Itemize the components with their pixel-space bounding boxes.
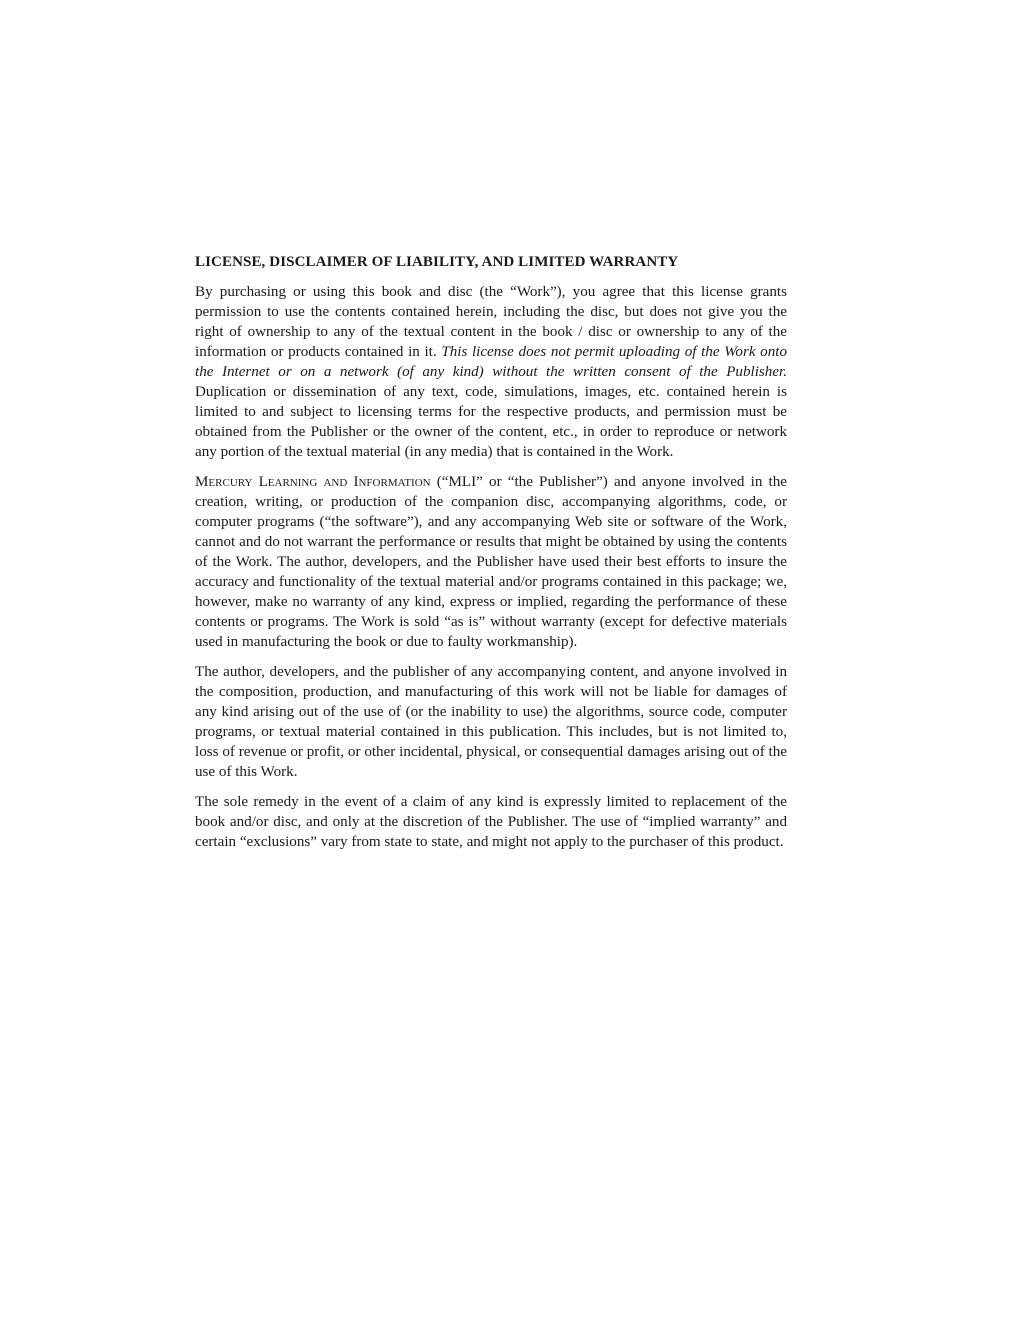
license-page	[195, 252, 787, 862]
disclaimer-text: (“MLI” or “the Publisher”) and anyone involved in the creation, writing, or production of the companion disc, accompanying algorithms, code, or computer programs (“the software”), and any accompanying Web site or software of the Work, cannot and do not warrant the performance or results that might be obtained by using the contents of the Work. The author, developers, and the Publisher have used their best efforts to insure the accuracy and functionality of the textual material and/or programs contained in this package; we, however, make no warranty of any kind, express or implied, regarding the performance of these contents or programs. The Work is sold “as is” without warranty (except for defective materials used in manufacturing the book or due to faulty workmanship).	[195, 474, 787, 650]
license-grant-italic: This license does not permit uploading of the Work onto the Internet or on a network (of any kind) without the written consent of the Publisher.	[195, 344, 787, 380]
publisher-name: Mercury Learning and Information	[195, 474, 431, 490]
license-grant-text-b: Duplication or dissemination of any text, code, simulations, images, etc. contained herein is limited to and subject to licensing terms for the respective products, and permission must be obtained from the Publisher or the owner of the content, etc., in order to reproduce or network any portion of the textual material (in any media) that is contained in the Work.	[195, 384, 787, 460]
paragraph-remedy: The sole remedy in the event of a claim of any kind is expressly limited to replacement of the book and/or disc, and only at the discretion of the Publisher. The use of “implied warranty” and certain “exclusions” vary from state to state, and might not apply to the purchaser of this product.	[195, 794, 787, 850]
license-grant-text-a: By purchasing or using this book and disc (the “Work”), you agree that this license grants permission to use the contents contained herein, including the disc, but does not give you the right of ownership to any of the textual content in the book / disc or ownership to any of the information or products contained in it.	[195, 284, 787, 360]
paragraph-liability: The author, developers, and the publisher of any accompanying content, and anyone involved in the composition, production, and manufacturing of this work will not be liable for damages of any kind arising out of the use of (or the inability to use) the algorithms, source code, computer programs, or textual material contained in this publication. This includes, but is not limited to, loss of revenue or profit, or other incidental, physical, or consequential damages arising out of the use of this Work.	[195, 664, 787, 780]
paragraph-license-grant	[195, 282, 787, 462]
page-heading: LICENSE, DISCLAIMER OF LIABILITY, AND LIMITED WARRANTY	[195, 254, 679, 270]
paragraph-disclaimer	[195, 472, 787, 652]
